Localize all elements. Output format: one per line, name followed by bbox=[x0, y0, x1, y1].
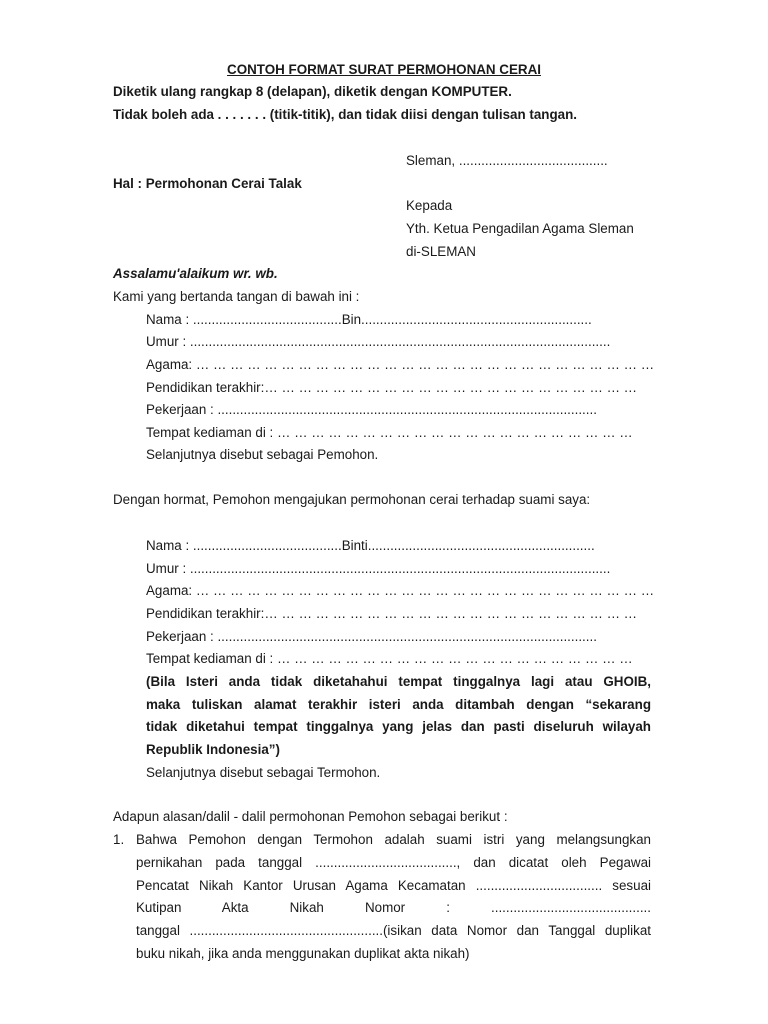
alasan-line-1: Bahwa Pemohon dengan Termohon adalah suami istri yang melangsungkan bbox=[136, 832, 651, 847]
alasan-line-4: Kutipan Akta Nikah Nomor : ........................................... bbox=[136, 900, 651, 915]
ghoib-note-line-1: (Bila Isteri anda tidak diketahahui tempat tinggalnya lagi atau GHOIB, bbox=[146, 674, 651, 689]
alasan-line-6: buku nikah, jika anda menggunakan duplikat akta nikah) bbox=[136, 946, 470, 961]
alasan-number: 1. bbox=[113, 832, 125, 847]
alasan-line-2: pernikahan pada tanggal ......................................, dan dicatat oleh Pegawai bbox=[136, 855, 651, 870]
place-date: Sleman, ........................................ bbox=[406, 153, 608, 168]
subject-line: Hal : Permohonan Cerai Talak bbox=[113, 176, 302, 191]
termohon-tempat: Tempat kediaman di : … … … … … … … … … … … … … … … … … … … … … bbox=[146, 651, 633, 666]
ghoib-note-line-4: Republik Indonesia”) bbox=[146, 742, 280, 757]
termohon-pendidikan: Pendidikan terakhir:… … … … … … … … … … … … … … … … … … … … … … bbox=[146, 606, 638, 621]
pemohon-tempat: Tempat kediaman di : … … … … … … … … … … … … … … … … … … … … … bbox=[146, 425, 633, 440]
greeting: Assalamu'alaikum wr. wb. bbox=[113, 266, 278, 281]
ghoib-note-line-3: tidak diketahui tempat tinggalnya yang jelas dan pasti diseluruh wilayah bbox=[146, 719, 651, 734]
typing-note: Diketik ulang rangkap 8 (delapan), diketik dengan KOMPUTER. bbox=[113, 84, 512, 99]
termohon-agama: Agama: … … … … … … … … … … … … … … … … … … … … … … … … … … … bbox=[146, 583, 655, 598]
alasan-heading: Adapun alasan/dalil - dalil permohonan Pemohon sebagai berikut : bbox=[113, 809, 508, 824]
alasan-line-3: Pencatat Nikah Kantor Urusan Agama Kecamatan .................................. sesuai bbox=[136, 878, 651, 893]
recipient-location: di-SLEMAN bbox=[406, 244, 476, 259]
pemohon-pendidikan: Pendidikan terakhir:… … … … … … … … … … … … … … … … … … … … … … bbox=[146, 380, 638, 395]
hormat-text: Dengan hormat, Pemohon mengajukan permohonan cerai terhadap suami saya: bbox=[113, 492, 591, 507]
document-title: CONTOH FORMAT SURAT PERMOHONAN CERAI bbox=[227, 62, 541, 77]
intro-text: Kami yang bertanda tangan di bawah ini : bbox=[113, 289, 360, 304]
pemohon-selanjutnya: Selanjutnya disebut sebagai Pemohon. bbox=[146, 447, 379, 462]
termohon-pekerjaan: Pekerjaan : ...................................................................................................... bbox=[146, 629, 597, 644]
recipient-name: Yth. Ketua Pengadilan Agama Sleman bbox=[406, 221, 634, 236]
ghoib-note-line-2: maka tuliskan alamat terakhir isteri anda ditambah dengan “sekarang bbox=[146, 697, 651, 712]
termohon-nama: Nama : ........................................Binti............................................................. bbox=[146, 538, 595, 553]
termohon-umur: Umur : ................................................................................................................. bbox=[146, 561, 611, 576]
pemohon-agama: Agama: … … … … … … … … … … … … … … … … … … … … … … … … … … … bbox=[146, 357, 655, 372]
alasan-line-5: tanggal ....................................................(isikan data Nomor dan Tanggal duplikat bbox=[136, 923, 651, 938]
pemohon-umur: Umur : ................................................................................................................. bbox=[146, 334, 611, 349]
pemohon-nama: Nama : ........................................Bin.............................................................. bbox=[146, 312, 592, 327]
recipient-kepada: Kepada bbox=[406, 198, 453, 213]
pemohon-pekerjaan: Pekerjaan : ...................................................................................................... bbox=[146, 402, 597, 417]
no-dots-note: Tidak boleh ada . . . . . . . (titik-titik), dan tidak diisi dengan tulisan tangan. bbox=[113, 107, 578, 122]
termohon-selanjutnya: Selanjutnya disebut sebagai Termohon. bbox=[146, 765, 381, 780]
